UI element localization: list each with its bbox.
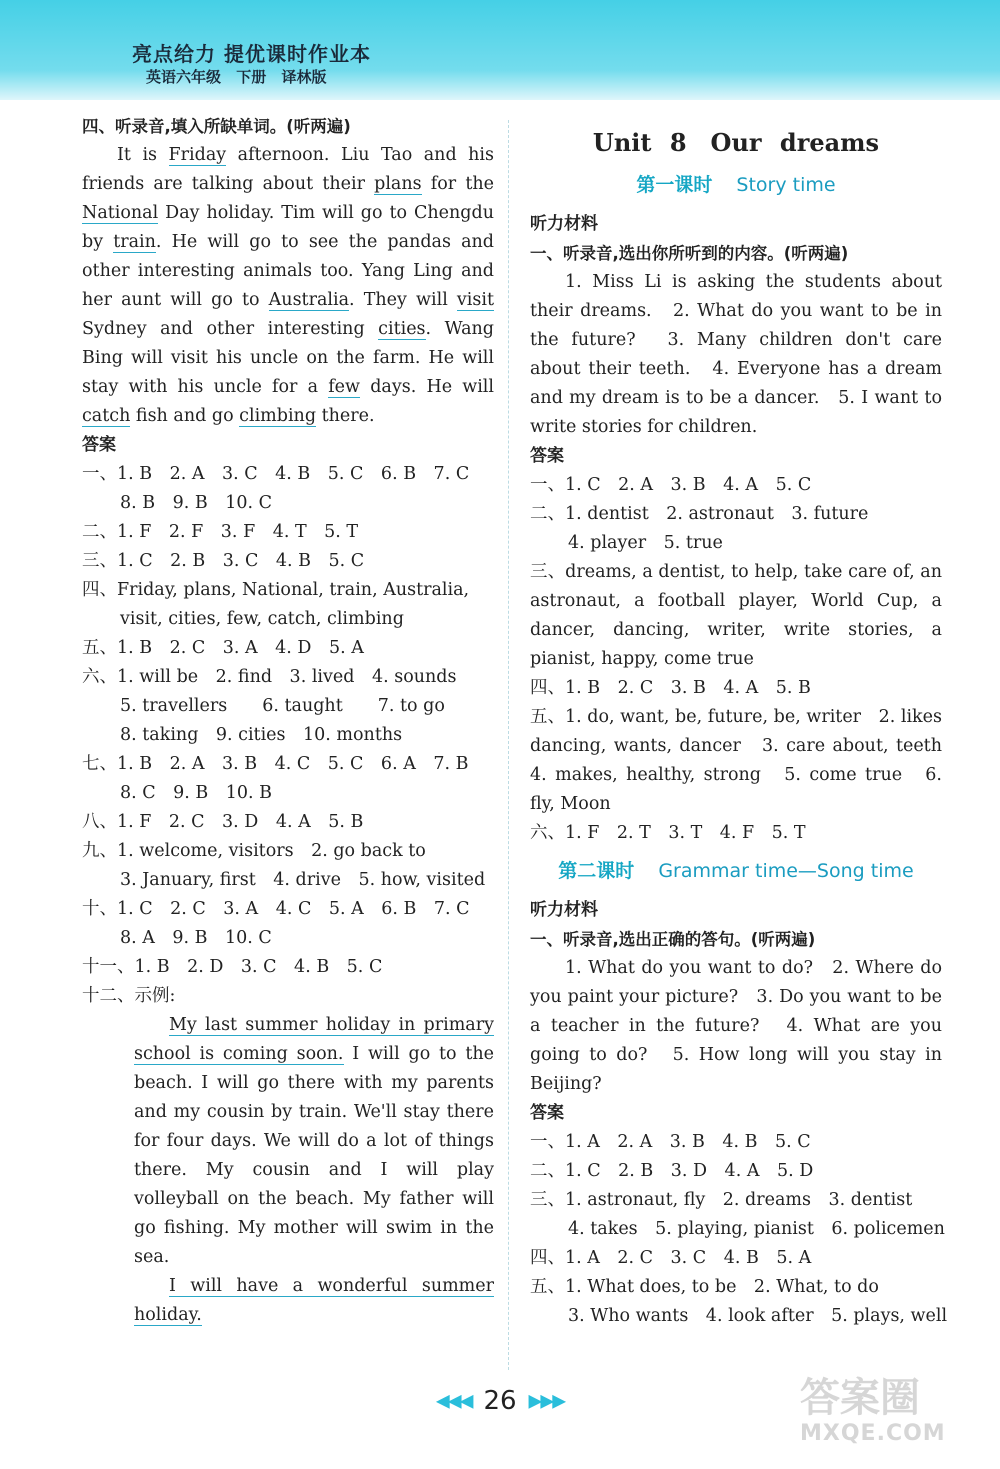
answer-line: 三、1. astronaut, fly 2. dreams 3. dentist — [530, 1190, 913, 1210]
header-banner — [0, 0, 1000, 100]
lesson-2-en: Grammar time—Song time — [658, 860, 914, 882]
lesson-1-q1-text: 1. Miss Li is asking the students about their dreams. 2. What do you want to be in the future? 3. Many children don't care about their teeth. 4. Everyone has a dream and my dream is to be a dancer. 5. I want to write stories for children. — [530, 272, 942, 437]
answer-line: 8. A 9. B 10. C — [120, 928, 272, 948]
answer-line: 五、1. do, want, be, future, be, writer 2. likes dancing, wants, dancer 3. care about, teeth 4. makes, healthy, strong 5. come true 6. fly, Moon — [530, 707, 960, 814]
lesson-1-heading — [530, 170, 942, 200]
paragraph — [134, 1011, 494, 1272]
lesson-2-heading — [530, 856, 942, 886]
answer-line: 十、1. C 2. C 3. A 4. C 5. A 6. B 7. C — [82, 899, 470, 919]
underlined-word: climbing — [239, 406, 317, 426]
text-run: Sydney and other interesting — [82, 319, 379, 339]
lesson-2-q1-text: 1. What do you want to do? 2. Where do you paint your picture? 3. Do you want to be a teacher in the future? 4. What are you going to do? 5. How long will you stay in Beijing? — [530, 958, 942, 1094]
lesson-1-cn: 第一课时 — [636, 174, 713, 196]
text-run: . They will — [349, 290, 457, 310]
answer-list — [82, 460, 494, 1011]
right-column — [530, 122, 960, 1331]
listening-passage — [82, 141, 494, 431]
watermark-logo — [800, 1376, 946, 1448]
answer-line: 5. travellers 6. taught 7. to go — [120, 696, 445, 716]
answer-line: 四、Friday, plans, National, train, Australia, — [82, 580, 470, 600]
underlined-word: cities — [378, 319, 426, 339]
text-run: for the — [421, 174, 494, 194]
answer-line: 六、1. will be 2. find 3. lived 4. sounds — [82, 667, 457, 687]
paragraph — [82, 141, 494, 431]
answer-line: 三、1. C 2. B 3. C 4. B 5. C — [82, 551, 365, 571]
answer-line: 四、1. B 2. C 3. B 4. A 5. B — [530, 678, 811, 698]
underlined-word: I will have a wonderful summer holiday. — [134, 1276, 494, 1325]
text-run: . Wang Bing will visit his uncle on the farm. He will stay with his uncle for a — [82, 319, 494, 397]
answer-line: 五、1. B 2. C 3. A 4. D 5. A — [82, 638, 364, 658]
underlined-word: plans — [374, 174, 422, 194]
answer-line: 二、1. dentist 2. astronaut 3. future — [530, 504, 869, 524]
text-run: there. — [316, 406, 375, 426]
lesson-2-cn: 第二课时 — [558, 860, 635, 882]
answers-label-2: 答案 — [530, 1103, 564, 1123]
material-label-1: 听力材料 — [530, 214, 598, 234]
answer-line: 四、1. A 2. C 3. C 4. B 5. A — [530, 1248, 812, 1268]
answers-label-1: 答案 — [530, 446, 564, 466]
material-label-2: 听力材料 — [530, 900, 598, 920]
answer-line: 九、1. welcome, visitors 2. go back to — [82, 841, 426, 861]
text-run: It is — [117, 145, 169, 165]
lesson-2-q1-heading: 一、听录音,选出正确的答句。(听两遍) — [530, 930, 816, 949]
underlined-word: Australia — [268, 290, 350, 310]
unit-title: Unit 8 Our dreams — [592, 128, 880, 157]
answer-line: 八、1. F 2. C 3. D 4. A 5. B — [82, 812, 364, 832]
book-title: 亮点给力 提优课时作业本 — [132, 42, 371, 66]
answer-line: 十二、示例: — [82, 986, 176, 1006]
section-4-heading: 四、听录音,填入所缺单词。(听两遍) — [82, 117, 351, 136]
answer-line: 8. taking 9. cities 10. months — [120, 725, 403, 745]
book-subtitle: 英语六年级 下册 译林版 — [146, 68, 327, 86]
underlined-word: Friday — [168, 145, 227, 165]
underlined-word: National — [82, 203, 159, 223]
underlined-word: few — [328, 377, 361, 397]
answer-line: 8. B 9. B 10. C — [120, 493, 273, 513]
text-run: I will go to the beach. I will go there with my parents and my cousin by train. We'll stay there for four days. We will do a lot of things there. My cousin and I will play volleyball on the beach. My father will go fishing. My mother will swim in the sea. — [134, 1044, 494, 1267]
answer-line: 一、1. A 2. A 3. B 4. B 5. C — [530, 1132, 811, 1152]
underlined-word: visit — [456, 290, 494, 310]
answer-line: visit, cities, few, catch, climbing — [120, 609, 404, 629]
underlined-word: train — [113, 232, 156, 252]
answer-line: 4. player 5. true — [568, 533, 723, 553]
answer-line: 二、1. C 2. B 3. D 4. A 5. D — [530, 1161, 814, 1181]
sample-essay — [82, 1011, 494, 1330]
lesson-1-answers — [530, 471, 960, 848]
answer-line: 六、1. F 2. T 3. T 4. F 5. T — [530, 823, 806, 843]
answer-line: 8. C 9. B 10. B — [120, 783, 273, 803]
underlined-word: My last summer holiday in primary school is coming soon. — [134, 1015, 494, 1064]
text-run: fish and go — [130, 406, 240, 426]
text-run: . He will go to see the pandas and other interesting animals too. Yang Ling and her aunt will go to — [82, 232, 494, 310]
text-run: Day holiday. Tim will go to Chengdu by — [82, 203, 494, 252]
text-run: days. He will — [360, 377, 494, 397]
underlined-word: catch — [82, 406, 131, 426]
left-column — [82, 112, 494, 1330]
answer-line: 五、1. What does, to be 2. What, to do — [530, 1277, 879, 1297]
column-divider — [508, 120, 509, 1370]
answer-line: 二、1. F 2. F 3. F 4. T 5. T — [82, 522, 359, 542]
page-number: 26 — [483, 1386, 517, 1416]
answer-line: 十一、1. B 2. D 3. C 4. B 5. C — [82, 957, 383, 977]
answers-label: 答案 — [82, 435, 116, 455]
paragraph — [134, 1272, 494, 1330]
left-arrows-icon: ◀◀◀ — [435, 1390, 472, 1412]
answer-line: 七、1. B 2. A 3. B 4. C 5. C 6. A 7. B — [82, 754, 469, 774]
answer-line: 4. takes 5. playing, pianist 6. policemen — [568, 1219, 945, 1239]
answer-line: 3. Who wants 4. look after 5. plays, well — [568, 1306, 948, 1326]
text-run: afternoon. Liu Tao and his friends are talking about their — [82, 145, 494, 194]
lesson-2-answers — [530, 1128, 948, 1331]
answer-line: 一、1. B 2. A 3. C 4. B 5. C 6. B 7. C — [82, 464, 470, 484]
right-arrows-icon: ▶▶▶ — [528, 1390, 565, 1412]
answer-line: 一、1. C 2. A 3. B 4. A 5. C — [530, 475, 812, 495]
watermark-url: MXQE.COM — [800, 1421, 946, 1446]
answer-line: 三、dreams, a dentist, to help, take care of, an astronaut, a football player, World Cup, a dancer, dancing, writer, write stories, a pianist, happy, come true — [530, 562, 942, 669]
lesson-1-q1-heading: 一、听录音,选出你所听到的内容。(听两遍) — [530, 244, 849, 263]
watermark-cn: 答案圈 — [800, 1375, 920, 1421]
answer-line: 3. January, first 4. drive 5. how, visited — [120, 870, 486, 890]
lesson-1-en: Story time — [736, 174, 836, 196]
